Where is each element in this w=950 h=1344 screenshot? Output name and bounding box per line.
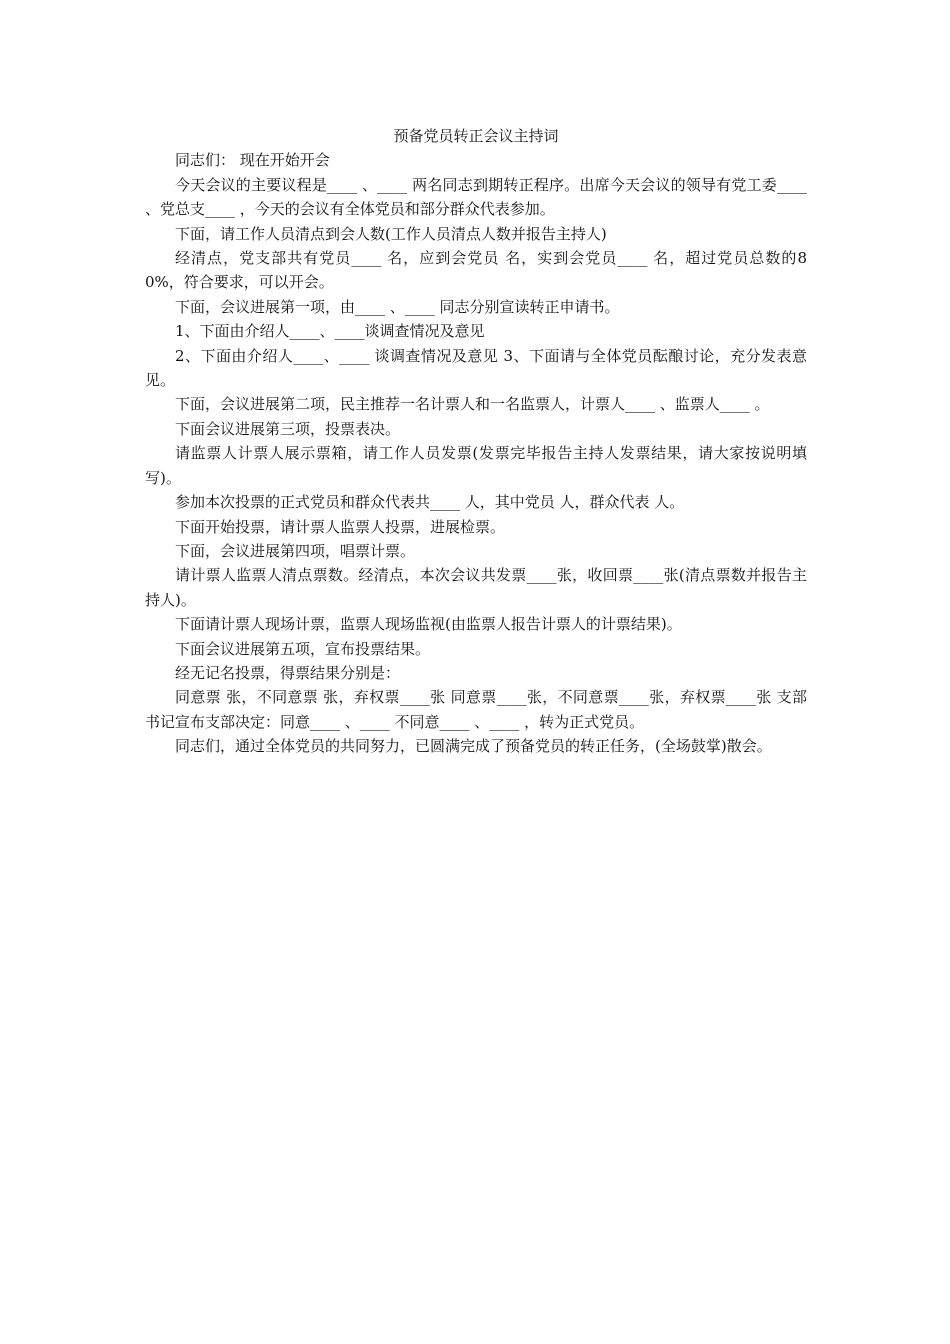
paragraph-item-four: 下面，会议进展第四项，唱票计票。 [175, 541, 416, 560]
paragraph-headcount-request: 下面，请工作人员清点到会人数(工作人员清点人数并报告主持人) [175, 224, 607, 243]
paragraph-agenda: 今天会议的主要议程是____ 、____ 两名同志到期转正程序。出席今天会议的领导有党工委____ 、党总支____ ，今天的会议有全体党员和部分群众代表参加。 [145, 175, 807, 219]
paragraph-vote-results: 同意票 张，不同意票 张，弃权票____张 同意票____张，不同意票____张，弃权票____张 支部书记宣布支部决定：同意____ 、____ 不同意____ 、____ ，转为正式党员。 [145, 688, 807, 731]
document-title: 预备党员转正会议主持词 [393, 127, 559, 145]
paragraph-introducer-two: 2、下面由介绍人____、____ 谈调查情况及意见 3、下面请与全体党员酝酿讨论，充分发表意见。 [145, 346, 807, 390]
paragraph-ballot-box: 请监票人计票人展示票箱，请工作人员发票(发票完毕报告主持人发票结果，请大家按说明填写)。 [145, 444, 807, 487]
paragraph-start-voting: 下面开始投票，请计票人监票人投票，进展检票。 [175, 517, 506, 536]
document-page [145, 124, 807, 759]
paragraph-voter-count: 参加本次投票的正式党员和群众代表共____ 人，其中党员 人，群众代表 人。 [175, 493, 685, 512]
paragraph-vote-intro: 经无记名投票，得票结果分别是： [175, 663, 401, 682]
paragraph-ballot-count: 请计票人监票人清点票数。经清点，本次会议共发票____张，收回票____张(清点票数并报告主持人)。 [145, 566, 807, 609]
paragraph-closing: 同志们，通过全体党员的共同努力，已圆满完成了预备党员的转正任务，(全场鼓掌)散会。 [175, 737, 772, 756]
paragraph-greeting: 同志们： 现在开始开会 [175, 151, 330, 170]
paragraph-item-three: 下面会议进展第三项，投票表决。 [175, 419, 401, 438]
paragraph-introducer-one: 1、下面由介绍人____、____谈调查情况及意见 [175, 322, 485, 341]
paragraph-item-one: 下面，会议进展第一项，由____ 、____ 同志分别宣读转正申请书。 [175, 297, 620, 316]
paragraph-item-two: 下面，会议进展第二项，民主推荐一名计票人和一名监票人，计票人____ 、监票人____ 。 [175, 395, 770, 414]
paragraph-headcount-result: 经清点，党支部共有党员____ 名，应到会党员 名，实到会党员____ 名，超过党员总数的80%，符合要求，可以开会。 [145, 249, 807, 292]
paragraph-onsite-count: 下面请计票人现场计票，监票人现场监视(由监票人报告计票人的计票结果)。 [175, 615, 682, 634]
paragraph-item-five: 下面会议进展第五项，宣布投票结果。 [175, 639, 431, 658]
